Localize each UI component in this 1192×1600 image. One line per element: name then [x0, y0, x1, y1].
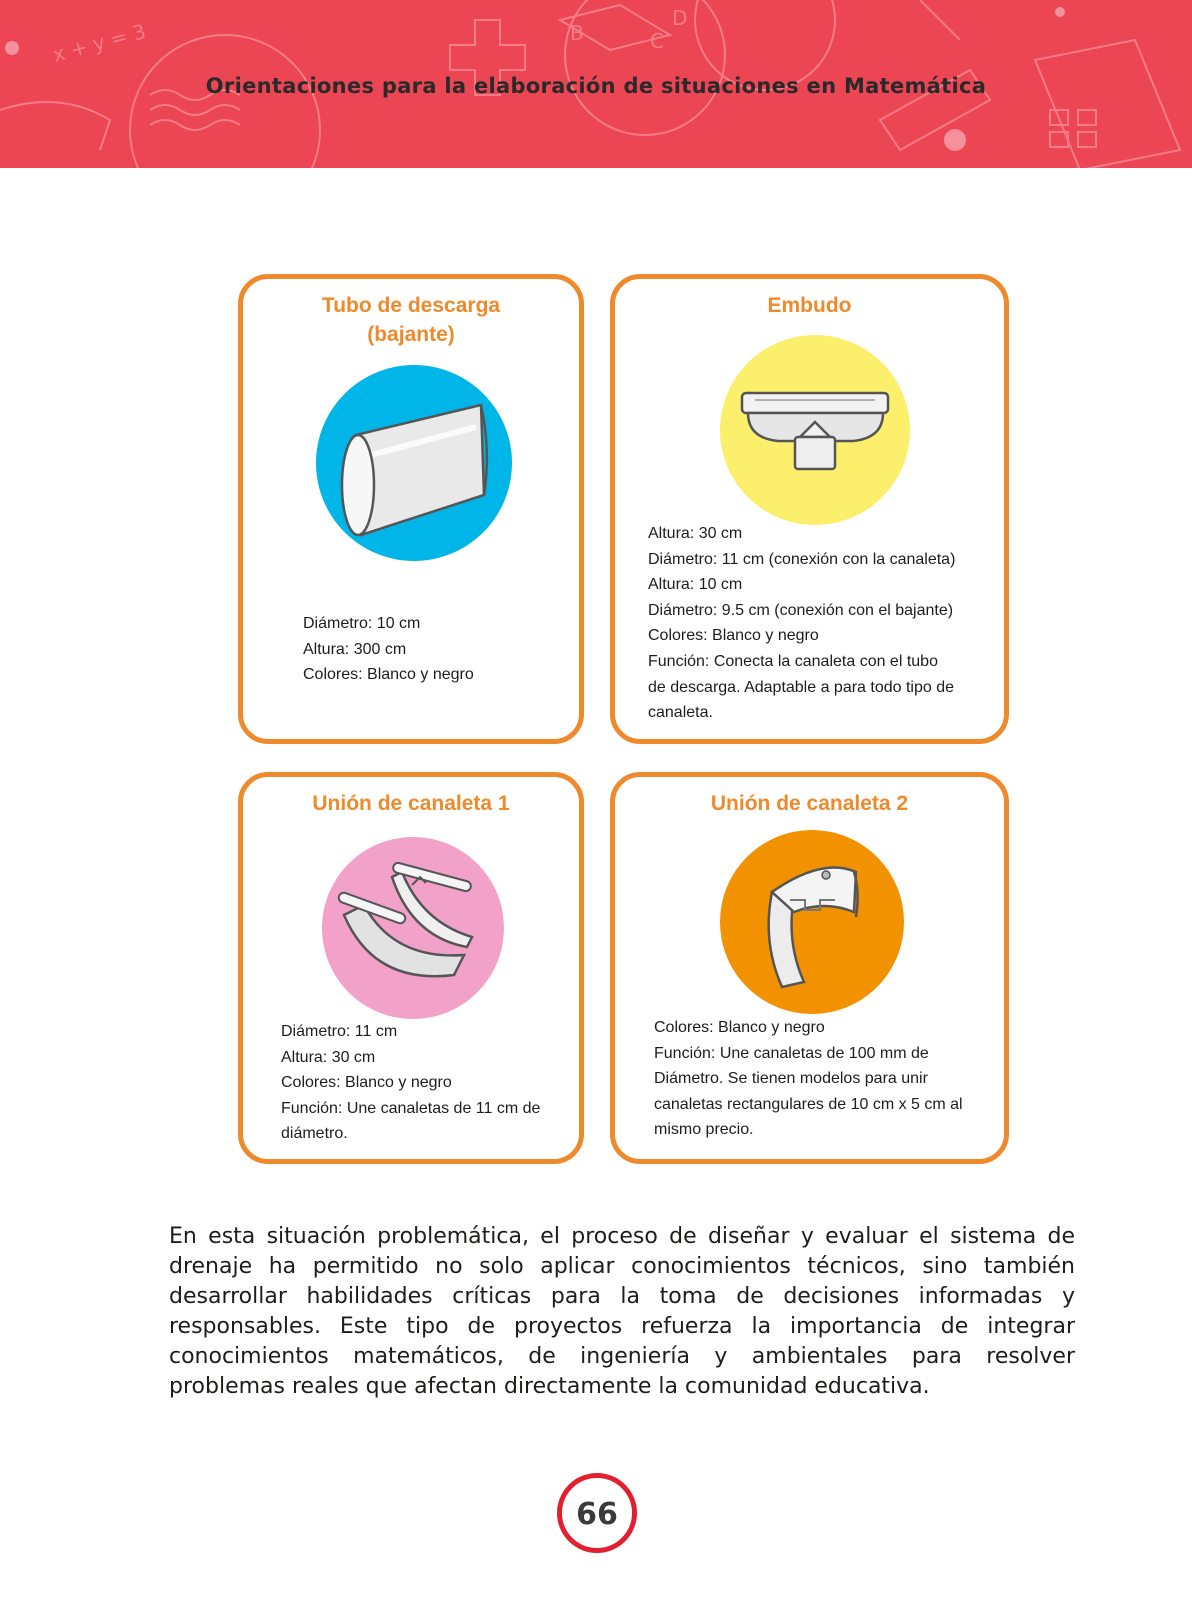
product-card-funnel [610, 274, 1009, 744]
svg-text:C: C [650, 29, 664, 53]
card-title [615, 291, 1004, 320]
page-number-badge [557, 1473, 637, 1553]
card-title-line: Embudo [767, 294, 852, 317]
header-title: Orientaciones para la elaboración de situaciones en Matemática [205, 74, 987, 98]
spec-line: Diámetro: 11 cm [281, 1023, 398, 1040]
card-title [243, 789, 579, 818]
spec-line: Altura: 300 cm [303, 640, 407, 658]
spec-line: Colores: Blanco y negro [654, 1019, 825, 1036]
spec-line: Colores: Blanco y negro [648, 627, 819, 645]
svg-text:x + y = 3: x + y = 3 [50, 18, 149, 67]
product-card-gutter-joint-1 [238, 772, 584, 1164]
spec-line: Función: Conecta la canaleta con el tubo [648, 652, 938, 670]
svg-text:B: B [570, 21, 584, 45]
product-card-downspout [238, 274, 584, 744]
card-title [615, 789, 1004, 818]
spec-line: de descarga. Adaptable a para todo tipo de [648, 678, 955, 696]
spec-line: canaletas rectangulares de 10 cm x 5 cm al [654, 1095, 963, 1113]
card-title-line: (bajante) [367, 323, 455, 346]
card-title-line: Unión de canaleta 1 [312, 792, 510, 815]
spec-line: diámetro. [281, 1125, 348, 1143]
spec-line: Altura: 30 cm [648, 525, 743, 542]
spec-line: Diámetro: 11 cm (conexión con la canaleta) [648, 550, 956, 568]
page-header [0, 0, 1192, 168]
funnel-outlet-icon [720, 335, 910, 525]
card-title [243, 291, 579, 349]
conclusion-paragraph: En esta situación problemática, el proceso de diseñar y evaluar el sistema de drenaje ha permitido no solo aplicar conocimientos técnicos, sino también desarrollar habilidades críticas para la toma de decisiones informadas y responsables. Este tipo de proyectos refuerza la importancia de integrar conocimientos matemáticos, de ingeniería y ambientales para resolver problemas reales que afectan directamente la comunidad educativa. [169, 1224, 1075, 1399]
svg-text:D: D [672, 6, 688, 30]
spec-line: mismo precio. [654, 1121, 754, 1139]
product-card-gutter-joint-2 [610, 772, 1009, 1164]
spec-line: Altura: 30 cm [281, 1048, 376, 1066]
gutter-joint-icon [322, 837, 504, 1019]
card-title-line: Unión de canaleta 2 [710, 792, 909, 815]
spec-line: Colores: Blanco y negro [303, 666, 474, 684]
card-spec-list [281, 1019, 540, 1147]
page-number: 66 [576, 1497, 618, 1532]
card-spec-list [303, 611, 474, 688]
downspout-pipe-icon [316, 365, 512, 561]
card-spec-list [654, 1015, 963, 1143]
spec-line: canaleta. [648, 704, 713, 722]
card-title-line: Tubo de descarga [321, 294, 501, 317]
spec-line: Diámetro: 9.5 cm (conexión con el bajante) [648, 601, 954, 619]
spec-line: Diámetro: 10 cm [303, 615, 421, 632]
spec-line: Función: Une canaletas de 100 mm de [654, 1044, 929, 1062]
card-spec-list [648, 521, 955, 726]
spec-line: Altura: 10 cm [648, 576, 743, 594]
spec-line: Colores: Blanco y negro [281, 1074, 452, 1092]
spec-line: Función: Une canaletas de 11 cm de [281, 1099, 541, 1117]
spec-line: Diámetro. Se tienen modelos para unir [654, 1070, 928, 1088]
gutter-connector-icon [720, 830, 904, 1014]
